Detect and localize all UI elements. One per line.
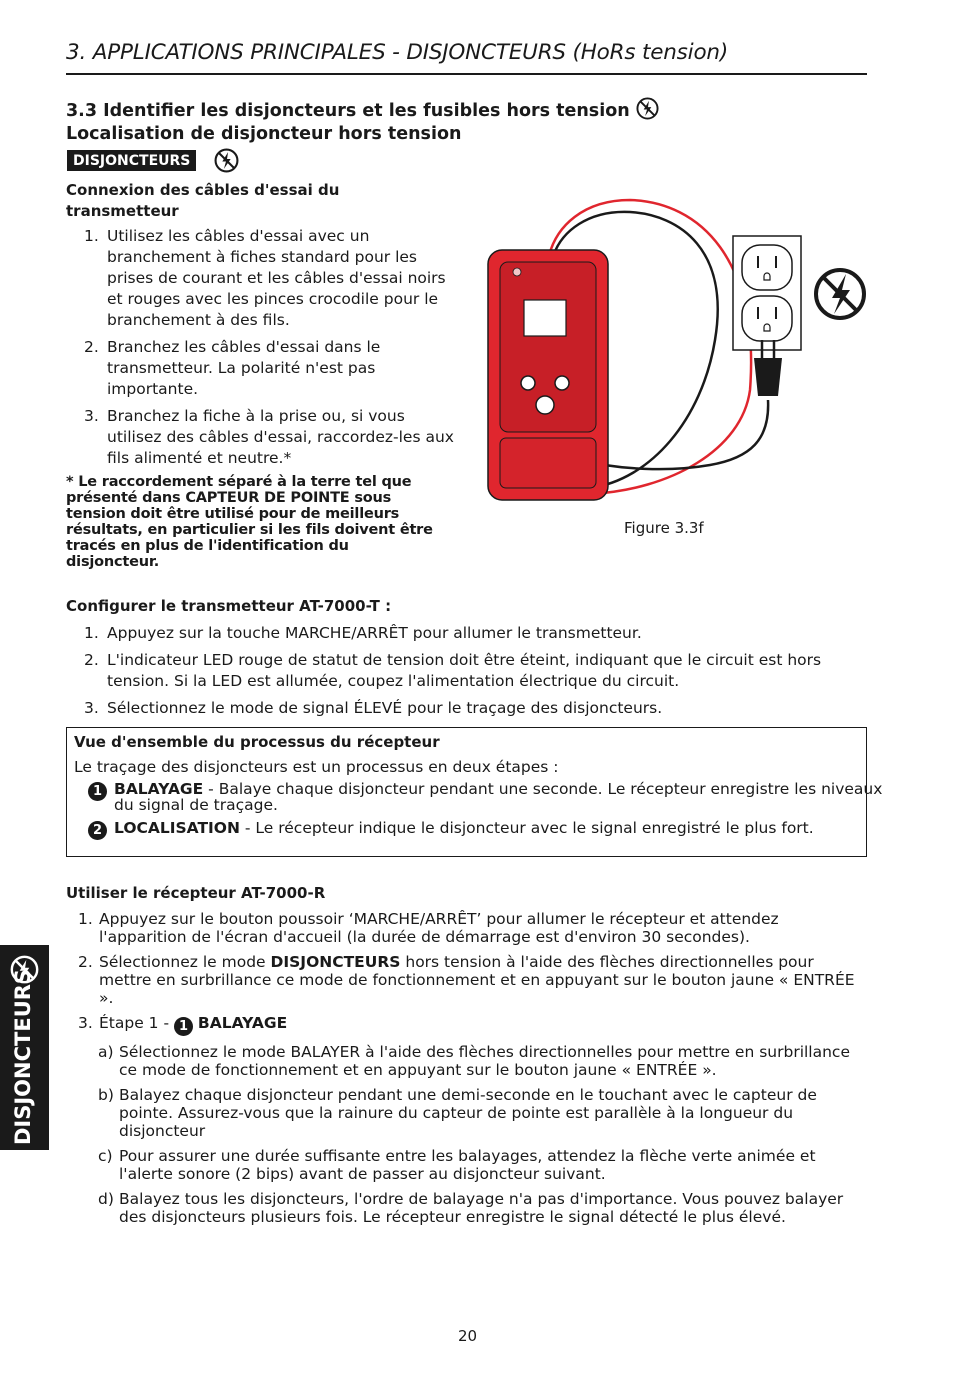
list-item: 3. Étape 1 - 1 BALAYAGE	[78, 1014, 288, 1034]
step-number: 1	[174, 1017, 193, 1036]
section-heading	[66, 97, 766, 146]
connect-list	[66, 226, 458, 475]
overview-intro: Le traçage des disjoncteurs est un processus en deux étapes :	[74, 758, 559, 776]
transmitter-display	[524, 300, 566, 336]
step-number: 1	[88, 782, 107, 801]
ground-note: * Le raccordement séparé à la terre tel que présenté dans CAPTEUR DE POINTE sous tension doit être utilisé pour de meilleurs résultats, en particulier si les fils doivent être tracés en plus de l'identification du disjoncteur.	[66, 474, 433, 570]
overview-step: 2 LOCALISATION - Le récepteur indique le disjoncteur avec le signal enregistré le plus fort.	[67, 820, 904, 836]
list-item: d) Balayez tous les disjoncteurs, l'ordre de balayage n'a pas d'importance. Vous pouvez balayer des disjoncteurs plusieurs fois. Le récepteur enregistre le signal détecté le plus élevé.	[98, 1190, 844, 1226]
section-title: 3.3 Identifier les disjoncteurs et les fusibles hors tension	[66, 101, 630, 121]
overview-heading: Vue d'ensemble du processus du récepteur	[74, 733, 440, 751]
configure-list	[66, 623, 867, 725]
list-item: 3. Sélectionnez le mode de signal ÉLEVÉ pour le traçage des disjoncteurs.	[84, 699, 663, 717]
no-lightning-icon	[816, 270, 864, 318]
side-tab	[0, 945, 49, 1150]
transmitter-button	[521, 376, 535, 390]
page-header	[66, 40, 867, 75]
figure-caption: Figure 3.3f	[624, 519, 704, 537]
transmitter-figure	[470, 190, 870, 520]
header-title: 3. APPLICATIONS PRINCIPALES - DISJONCTEURS (HoRs tension)	[66, 40, 729, 65]
power-button	[536, 396, 554, 414]
no-lightning-icon	[636, 97, 659, 120]
receiver-heading: Utiliser le récepteur AT-7000-R	[66, 884, 326, 902]
transmitter-button	[555, 376, 569, 390]
list-item: 2. L'indicateur LED rouge de statut de tension doit être éteint, indiquant que le circuit est hors tension. Si la LED est allumée, coupez l'alimentation électrique du circuit.	[84, 651, 822, 690]
list-item: 3. Branchez la fiche à la prise ou, si vous utilisez des câbles d'essai, raccordez-les aux fils alimenté et neutre.*	[84, 407, 454, 467]
side-tab-label: DISJONCTEURS	[11, 968, 35, 1145]
configure-heading: Configurer le transmetteur AT-7000-T :	[66, 597, 392, 615]
receiver-list	[66, 910, 866, 1233]
list-item: a) Sélectionnez le mode BALAYER à l'aide des flèches directionnelles pour mettre en surbrillance ce mode de fonctionnement et en appuyant sur le bouton jaune « ENTRÉE ».	[98, 1043, 850, 1079]
list-item: 2. Branchez les câbles d'essai dans le transmetteur. La polarité n'est pas importante.	[84, 338, 381, 398]
section-subtitle: Localisation de disjoncteur hors tension	[66, 124, 462, 144]
list-item: 2. Sélectionnez le mode DISJONCTEURS hors tension à l'aide des flèches directionnelles pour mettre en surbrillance ce mode de fonctionnement et en appuyant sur le bouton jaune « ENTRÉE ».	[78, 953, 855, 1007]
list-item: 1. Appuyez sur le bouton poussoir ‘MARCHE/ARRÊT’ pour allumer le récepteur et attendez l'apparition de l'écran d'accueil (la durée de démarrage est d'environ 30 secondes).	[78, 910, 779, 946]
plug	[754, 358, 782, 396]
led-indicator	[513, 268, 521, 276]
list-item: 1. Utilisez les câbles d'essai avec un branchement à fiches standard pour les prises de courant et les câbles d'essai noirs et rouges avec les pinces crocodile pour le branchement à des fils.	[84, 227, 446, 329]
outlet-socket	[742, 296, 792, 341]
step-number: 2	[88, 821, 107, 840]
page-number: 20	[458, 1327, 478, 1345]
list-item: b) Balayez chaque disjoncteur pendant une demi-seconde en le touchant avec le capteur de pointe. Assurez-vous que la rainure du capteur de pointe est parallèle à la longueur du disjoncteur	[98, 1086, 817, 1140]
no-lightning-icon	[214, 148, 239, 173]
connect-heading: Connexion des câbles d'essai du transmetteur	[66, 181, 340, 220]
outlet-socket	[742, 245, 792, 290]
list-item: 1. Appuyez sur la touche MARCHE/ARRÊT pour allumer le transmetteur.	[84, 624, 642, 642]
mode-badge: DISJONCTEURS	[67, 150, 196, 171]
list-item: c) Pour assurer une durée suffisante entre les balayages, attendez la flèche verte animée et l'alerte sonore (2 bips) avant de passer au disjoncteur suivant.	[98, 1147, 816, 1183]
transmitter-base	[500, 438, 596, 488]
overview-step: 1 BALAYAGE - Balaye chaque disjoncteur pendant une seconde. Le récepteur enregistre les niveaux du signal de traçage.	[67, 781, 904, 813]
overview-box	[66, 727, 883, 857]
